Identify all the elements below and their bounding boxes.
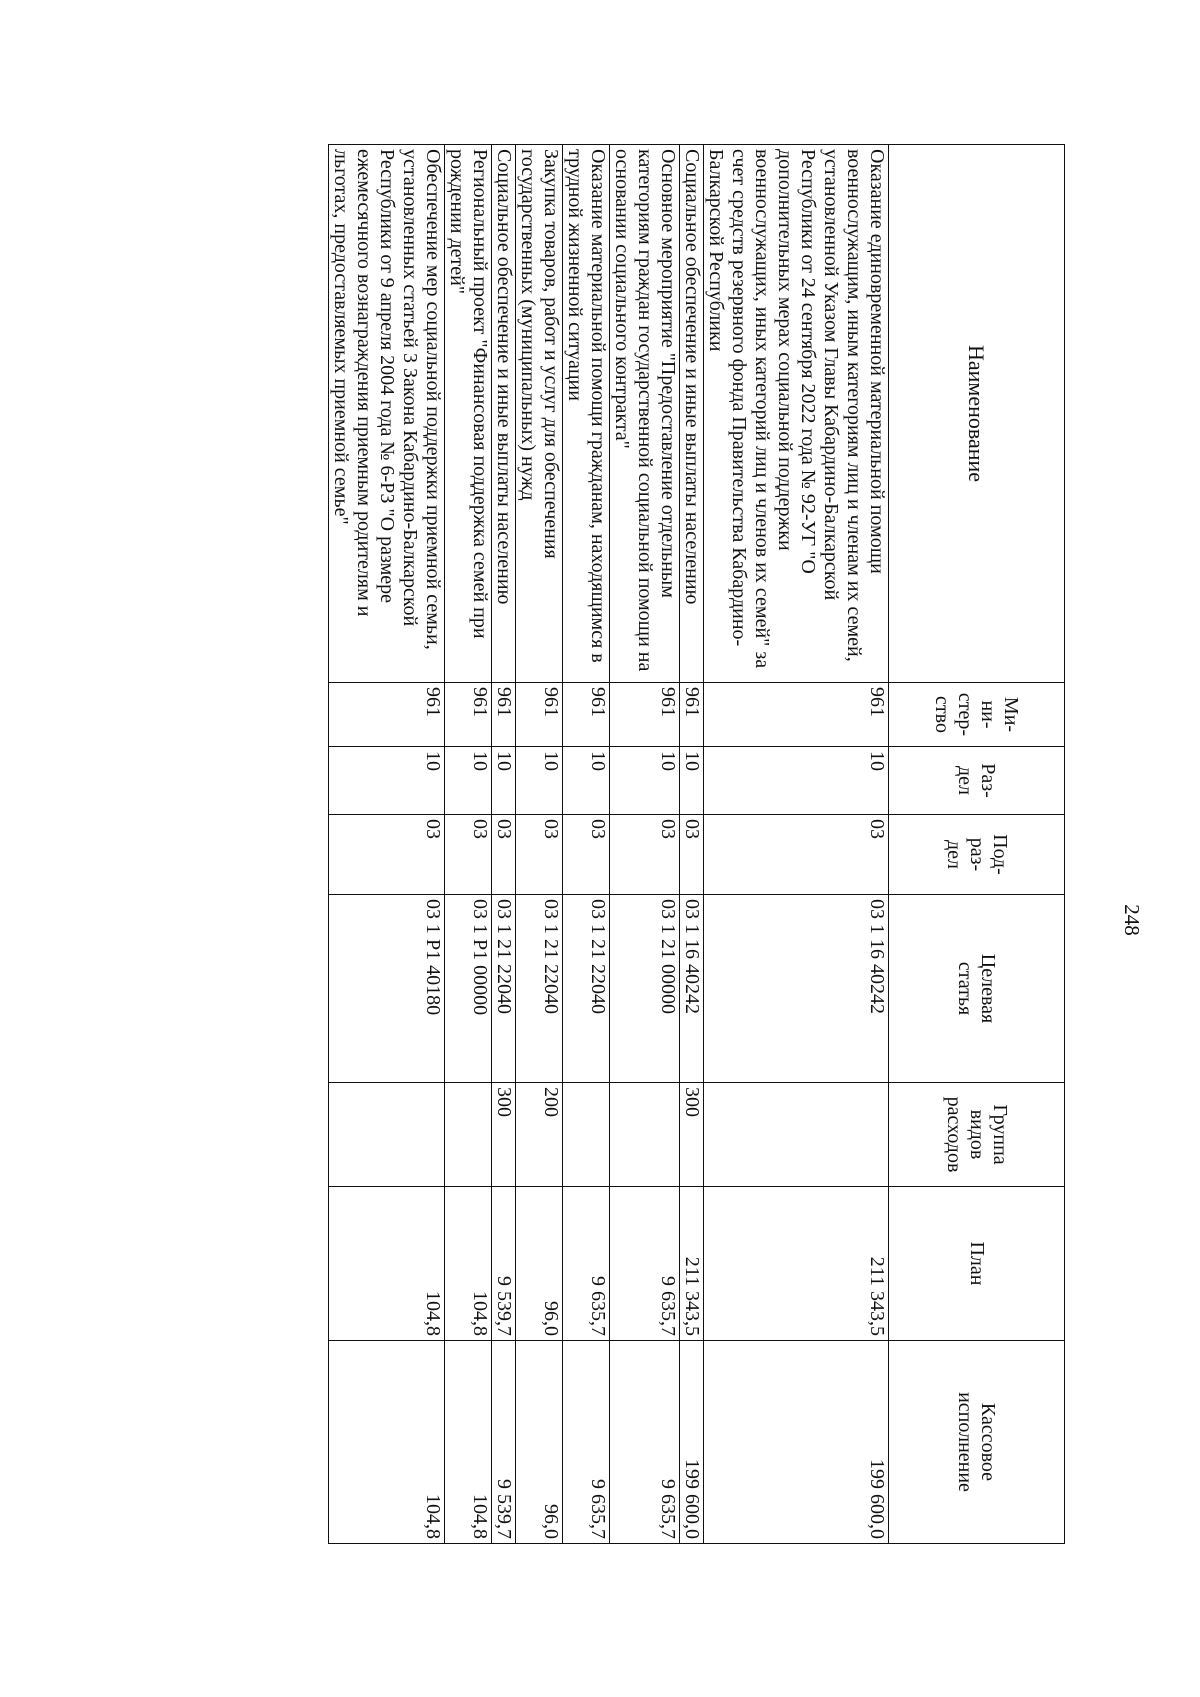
cell-name: Обеспечение мер социальной поддержки приемной семьи, установленных статьей 3 Закона Кабардино-Балкарской Республики от 9 апреля 2004 года № 6-РЗ "О размере ежемесячного вознаграждения приемным родителям и льготах, предоставляемых приемной семье" xyxy=(329,145,445,683)
cell-section: 10 xyxy=(492,747,516,815)
cell-section: 10 xyxy=(680,747,704,815)
header-ministry: Ми- ни- стер- ство xyxy=(889,683,1065,747)
cell-plan: 211 343,5 xyxy=(704,1187,889,1341)
table-header-row xyxy=(889,145,1065,1544)
cell-plan: 9 539,7 xyxy=(492,1187,516,1341)
cell-ministry: 961 xyxy=(445,683,492,747)
cell-target-article: 03 1 P1 40180 xyxy=(329,895,445,1083)
cell-section: 10 xyxy=(329,747,445,815)
cell-subsection: 03 xyxy=(610,815,680,895)
cell-target-article: 03 1 21 22040 xyxy=(516,895,563,1083)
cell-ministry: 961 xyxy=(492,683,516,747)
cell-plan: 9 635,7 xyxy=(563,1187,610,1341)
cell-target-article: 03 1 16 40242 xyxy=(680,895,704,1083)
cell-section: 10 xyxy=(516,747,563,815)
cell-subsection: 03 xyxy=(329,815,445,895)
cell-execution: 104,8 xyxy=(329,1341,445,1544)
cell-execution: 9 635,7 xyxy=(610,1341,680,1544)
cell-ministry: 961 xyxy=(680,683,704,747)
cell-target-article: 03 1 P1 00000 xyxy=(445,895,492,1083)
header-target-article: Целевая статья xyxy=(889,895,1065,1083)
cell-ministry: 961 xyxy=(329,683,445,747)
table-body xyxy=(329,145,889,1544)
cell-expense-group xyxy=(329,1083,445,1187)
cell-subsection: 03 xyxy=(492,815,516,895)
cell-subsection: 03 xyxy=(445,815,492,895)
cell-name: Социальное обеспечение и иные выплаты населению xyxy=(492,145,516,683)
cell-subsection: 03 xyxy=(680,815,704,895)
cell-execution: 104,8 xyxy=(445,1341,492,1544)
cell-name: Закупка товаров, работ и услуг для обеспечения государственных (муниципальных) нужд xyxy=(516,145,563,683)
table-row xyxy=(516,145,563,1544)
cell-expense-group: 300 xyxy=(492,1083,516,1187)
cell-plan: 211 343,5 xyxy=(680,1187,704,1341)
header-plan: План xyxy=(889,1187,1065,1341)
cell-name: Основное мероприятие "Предоставление отдельным категориям граждан государственной социальной помощи на основании социального контракта" xyxy=(610,145,680,683)
cell-execution: 199 600,0 xyxy=(680,1341,704,1544)
cell-name: Социальное обеспечение и иные выплаты населению xyxy=(680,145,704,683)
cell-plan: 104,8 xyxy=(329,1187,445,1341)
cell-expense-group: 300 xyxy=(680,1083,704,1187)
cell-expense-group xyxy=(704,1083,889,1187)
table-row xyxy=(563,145,610,1544)
cell-subsection: 03 xyxy=(563,815,610,895)
table-row xyxy=(445,145,492,1544)
cell-ministry: 961 xyxy=(610,683,680,747)
header-subsection: Под- раз- дел xyxy=(889,815,1065,895)
table-row xyxy=(680,145,704,1544)
cell-expense-group xyxy=(610,1083,680,1187)
cell-target-article: 03 1 21 22040 xyxy=(563,895,610,1083)
header-section: Раз- дел xyxy=(889,747,1065,815)
cell-expense-group xyxy=(445,1083,492,1187)
cell-plan: 9 635,7 xyxy=(610,1187,680,1341)
table-row xyxy=(704,145,889,1544)
cell-plan: 96,0 xyxy=(516,1187,563,1341)
cell-target-article: 03 1 21 22040 xyxy=(492,895,516,1083)
cell-target-article: 03 1 21 00000 xyxy=(610,895,680,1083)
cell-ministry: 961 xyxy=(563,683,610,747)
cell-target-article: 03 1 16 40242 xyxy=(704,895,889,1083)
cell-plan: 104,8 xyxy=(445,1187,492,1341)
cell-subsection: 03 xyxy=(704,815,889,895)
cell-execution: 9 635,7 xyxy=(563,1341,610,1544)
cell-subsection: 03 xyxy=(516,815,563,895)
header-expense-group: Группа видов расходов xyxy=(889,1083,1065,1187)
cell-expense-group xyxy=(563,1083,610,1187)
cell-ministry: 961 xyxy=(516,683,563,747)
cell-name: Оказание материальной помощи гражданам, находящимся в трудной жизненной ситуации xyxy=(563,145,610,683)
cell-section: 10 xyxy=(704,747,889,815)
cell-section: 10 xyxy=(445,747,492,815)
header-execution: Кассовое исполнение xyxy=(889,1341,1065,1544)
page-number: 248 xyxy=(1120,904,1144,936)
table-row xyxy=(610,145,680,1544)
cell-execution: 9 539,7 xyxy=(492,1341,516,1544)
budget-table xyxy=(328,144,1065,1544)
table-row xyxy=(329,145,445,1544)
cell-section: 10 xyxy=(610,747,680,815)
header-name: Наименование xyxy=(889,145,1065,683)
cell-ministry: 961 xyxy=(704,683,889,747)
cell-execution: 96,0 xyxy=(516,1341,563,1544)
cell-execution: 199 600,0 xyxy=(704,1341,889,1544)
cell-expense-group: 200 xyxy=(516,1083,563,1187)
cell-name: Оказание единовременной материальной помощи военнослужащим, иным категориям лиц и членам их семей, установленной Указом Главы Кабардино-Балкарской Республики от 24 сентября 2022 года № 92-УГ "О дополнительных мерах социальной поддержки военнослужащих, иных категорий лиц и членов их семей" за счет средств резервного фонда Правительства Кабардино-Балкарской Республики xyxy=(704,145,889,683)
cell-section: 10 xyxy=(563,747,610,815)
table-row xyxy=(492,145,516,1544)
cell-name: Региональный проект "Финансовая поддержка семей при рождении детей" xyxy=(445,145,492,683)
